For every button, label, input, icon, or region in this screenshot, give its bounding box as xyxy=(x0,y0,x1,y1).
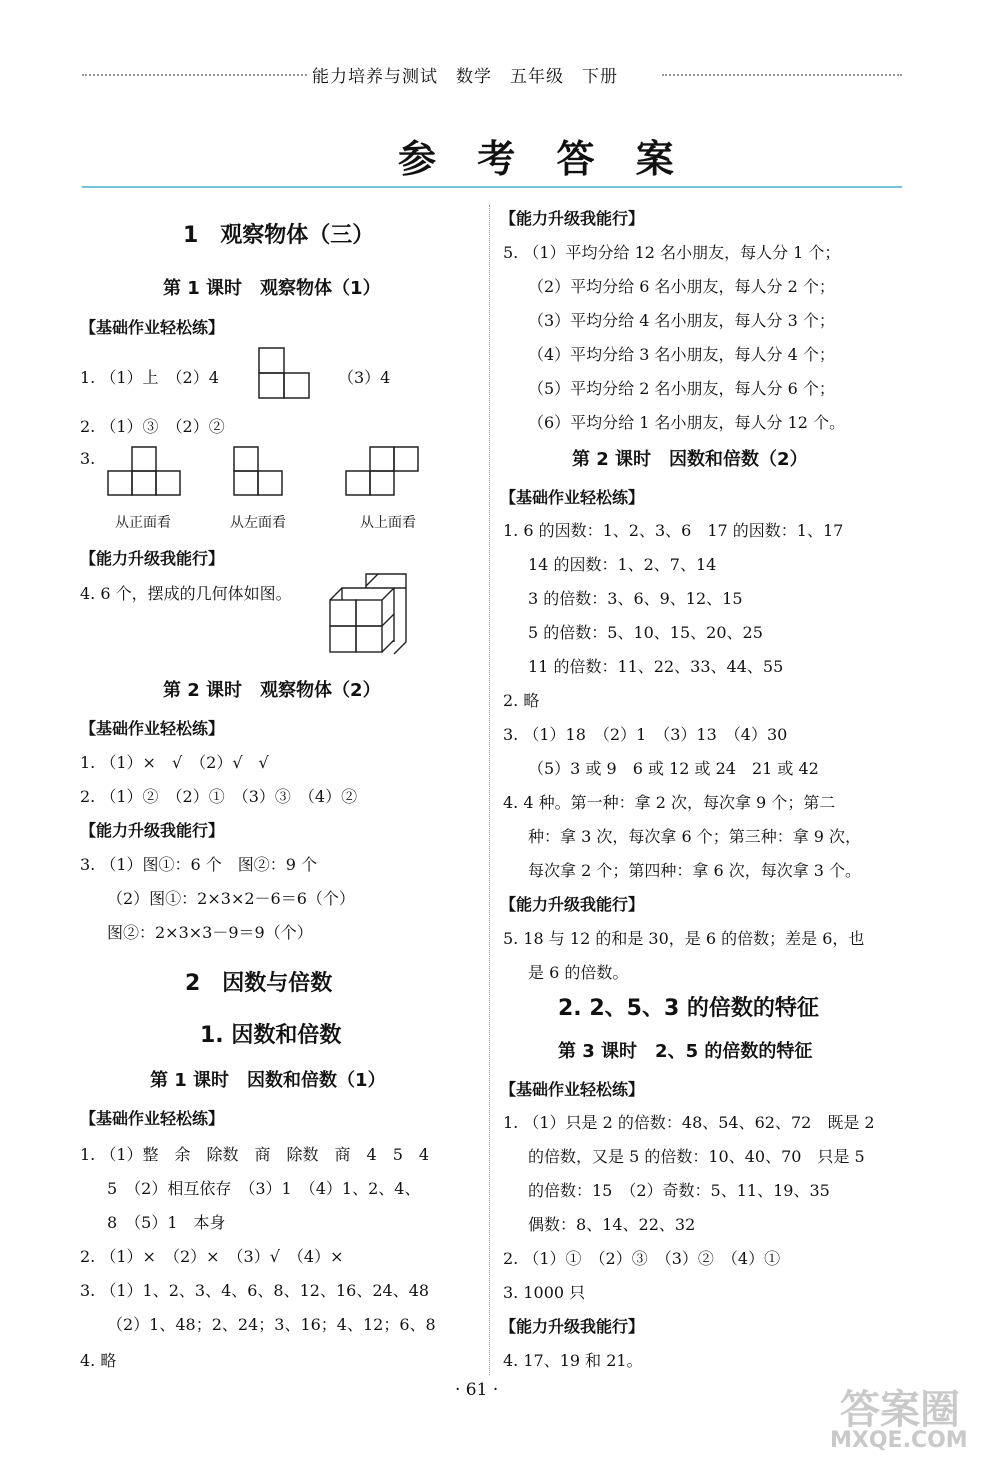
page-number: · 61 · xyxy=(455,1380,499,1400)
answer-line: 5 的倍数：5、10、15、20、25 xyxy=(528,623,763,642)
answer-line: 种：拿 3 次，每次拿 6 个；第三种：拿 9 次， xyxy=(528,827,862,846)
answer-line: 偶数：8、14、22、32 xyxy=(528,1215,696,1234)
answer-line: （5）平均分给 2 名小朋友，每人分 6 个； xyxy=(528,379,835,398)
answer-line: 1. （1）× √ （2）√ √ xyxy=(80,753,269,772)
section-label-advanced: 【能力升级我能行】 xyxy=(80,549,225,568)
watermark-logo: 答案圈 xyxy=(840,1387,960,1433)
subunit-heading: 1. 因数和倍数 xyxy=(200,1023,342,1048)
lesson-heading: 第 1 课时 因数和倍数（1） xyxy=(150,1070,386,1091)
answer-line: 5. （1）平均分给 12 名小朋友，每人分 1 个； xyxy=(503,243,841,262)
unit-1-heading: 1 观察物体（三） xyxy=(183,223,375,248)
left-view-figure-icon xyxy=(233,446,285,496)
lesson-heading: 第 2 课时 因数和倍数（2） xyxy=(572,449,808,470)
section-label-basic: 【基础作业轻松练】 xyxy=(80,719,225,738)
view-caption: 从正面看 xyxy=(115,515,171,531)
cube-stack-figure-icon xyxy=(328,572,408,656)
lesson-heading: 第 1 课时 观察物体（1） xyxy=(163,278,381,299)
answer-line: 5. 18 与 12 的和是 30，是 6 的倍数；差是 6，也 xyxy=(503,929,865,948)
answer-line: 4. 4 种。第一种：拿 2 次，每次拿 9 个；第二 xyxy=(503,793,836,812)
answer-line: 的倍数：15 （2）奇数：5、11、19、35 xyxy=(528,1181,830,1200)
section-label-advanced: 【能力升级我能行】 xyxy=(500,1317,645,1336)
view-caption: 从左面看 xyxy=(230,515,286,531)
answer-line: 2. 略 xyxy=(503,691,540,710)
answer-line: 是 6 的倍数。 xyxy=(528,963,629,982)
lesson-heading: 第 3 课时 2、5 的倍数的特征 xyxy=(558,1041,813,1062)
answer-line: 每次拿 2 个；第四种：拿 6 次，每次拿 3 个。 xyxy=(528,861,862,880)
column-divider xyxy=(489,205,490,1375)
answer-line: 3. （1）图①：6 个 图②：9 个 xyxy=(80,855,318,874)
answer-line: 2. （1）① （2）③ （3）② （4）① xyxy=(503,1249,781,1268)
answer-line: 5 （2）相互依存 （3）1 （4）1、2、4、 xyxy=(107,1179,421,1198)
subunit-heading: 2. 2、5、3 的倍数的特征 xyxy=(558,996,819,1021)
shape-figure-icon xyxy=(258,347,310,399)
view-caption: 从上面看 xyxy=(360,515,416,531)
answer-line: 3. xyxy=(80,449,96,468)
answer-line: 4. 17、19 和 21。 xyxy=(503,1351,643,1370)
answer-line: 14 的因数：1、2、7、14 xyxy=(528,555,717,574)
answer-line: 2. （1）③ （2）② xyxy=(80,417,225,436)
section-label-advanced: 【能力升级我能行】 xyxy=(500,895,645,914)
answer-line: 图②：2×3×3－9＝9（个） xyxy=(107,923,313,942)
page-title: 参 考 答 案 xyxy=(398,137,688,181)
answer-line: 11 的倍数：11、22、33、44、55 xyxy=(528,657,784,676)
answer-line: （3）平均分给 4 名小朋友，每人分 3 个； xyxy=(528,311,835,330)
title-rule xyxy=(82,186,902,188)
section-label-basic: 【基础作业轻松练】 xyxy=(80,318,225,337)
front-view-figure-icon xyxy=(107,446,182,496)
answer-line: （4）平均分给 3 名小朋友，每人分 4 个； xyxy=(528,345,835,364)
answer-line: 3. （1）18 （2）1 （3）13 （4）30 xyxy=(503,725,788,744)
answer-line: 3. （1）1、2、3、4、6、8、12、16、24、48 xyxy=(80,1281,430,1300)
watermark-url: MXQE.COM xyxy=(830,1428,968,1453)
section-label-basic: 【基础作业轻松练】 xyxy=(500,1080,645,1099)
answer-line: 1. （1）整 余 除数 商 除数 商 4 5 4 xyxy=(80,1145,430,1164)
answer-line: 1. 6 的因数：1、2、3、6 17 的因数：1、17 xyxy=(503,521,844,540)
answer-line: 3 的倍数：3、6、9、12、15 xyxy=(528,589,743,608)
answer-line: 8 （5）1 本身 xyxy=(107,1213,226,1232)
answer-line: 2. （1）② （2）① （3）③ （4）② xyxy=(80,787,358,806)
answer-line: 的倍数，又是 5 的倍数：10、40、70 只是 5 xyxy=(528,1147,865,1166)
running-title: 能力培养与测试 数学 五年级 下册 xyxy=(312,67,618,87)
answer-line: （2）图①：2×3×2－6＝6（个） xyxy=(107,889,355,908)
answer-line: （5）3 或 9 6 或 12 或 24 21 或 42 xyxy=(528,759,819,778)
answer-line: 4. 6 个，摆成的几何体如图。 xyxy=(80,584,292,603)
answer-line: （2）平均分给 6 名小朋友，每人分 2 个； xyxy=(528,277,835,296)
answer-line: 1. （1）只是 2 的倍数：48、54、62、72 既是 2 xyxy=(503,1113,875,1132)
section-label-basic: 【基础作业轻松练】 xyxy=(500,488,645,507)
lesson-heading: 第 2 课时 观察物体（2） xyxy=(163,680,381,701)
answer-line: 2. （1）× （2）× （3）√ （4）× xyxy=(80,1247,344,1266)
answer-line: 1. （1）上 （2）4 xyxy=(80,368,219,387)
section-label-advanced: 【能力升级我能行】 xyxy=(80,821,225,840)
section-label-advanced: 【能力升级我能行】 xyxy=(500,209,645,228)
header-dotted-rule-left xyxy=(82,74,307,76)
top-view-figure-icon xyxy=(345,446,420,496)
answer-line: （3）4 xyxy=(338,368,391,387)
answer-line: （2）1、48；2、24；3、16；4、12；6、8 xyxy=(107,1315,436,1334)
header-dotted-rule-right xyxy=(662,74,902,76)
unit-2-heading: 2 因数与倍数 xyxy=(185,971,333,996)
answer-line: 4. 略 xyxy=(80,1351,117,1370)
answer-line: （6）平均分给 1 名小朋友，每人分 12 个。 xyxy=(528,413,846,432)
section-label-basic: 【基础作业轻松练】 xyxy=(80,1109,225,1128)
answer-line: 3. 1000 只 xyxy=(503,1283,586,1302)
